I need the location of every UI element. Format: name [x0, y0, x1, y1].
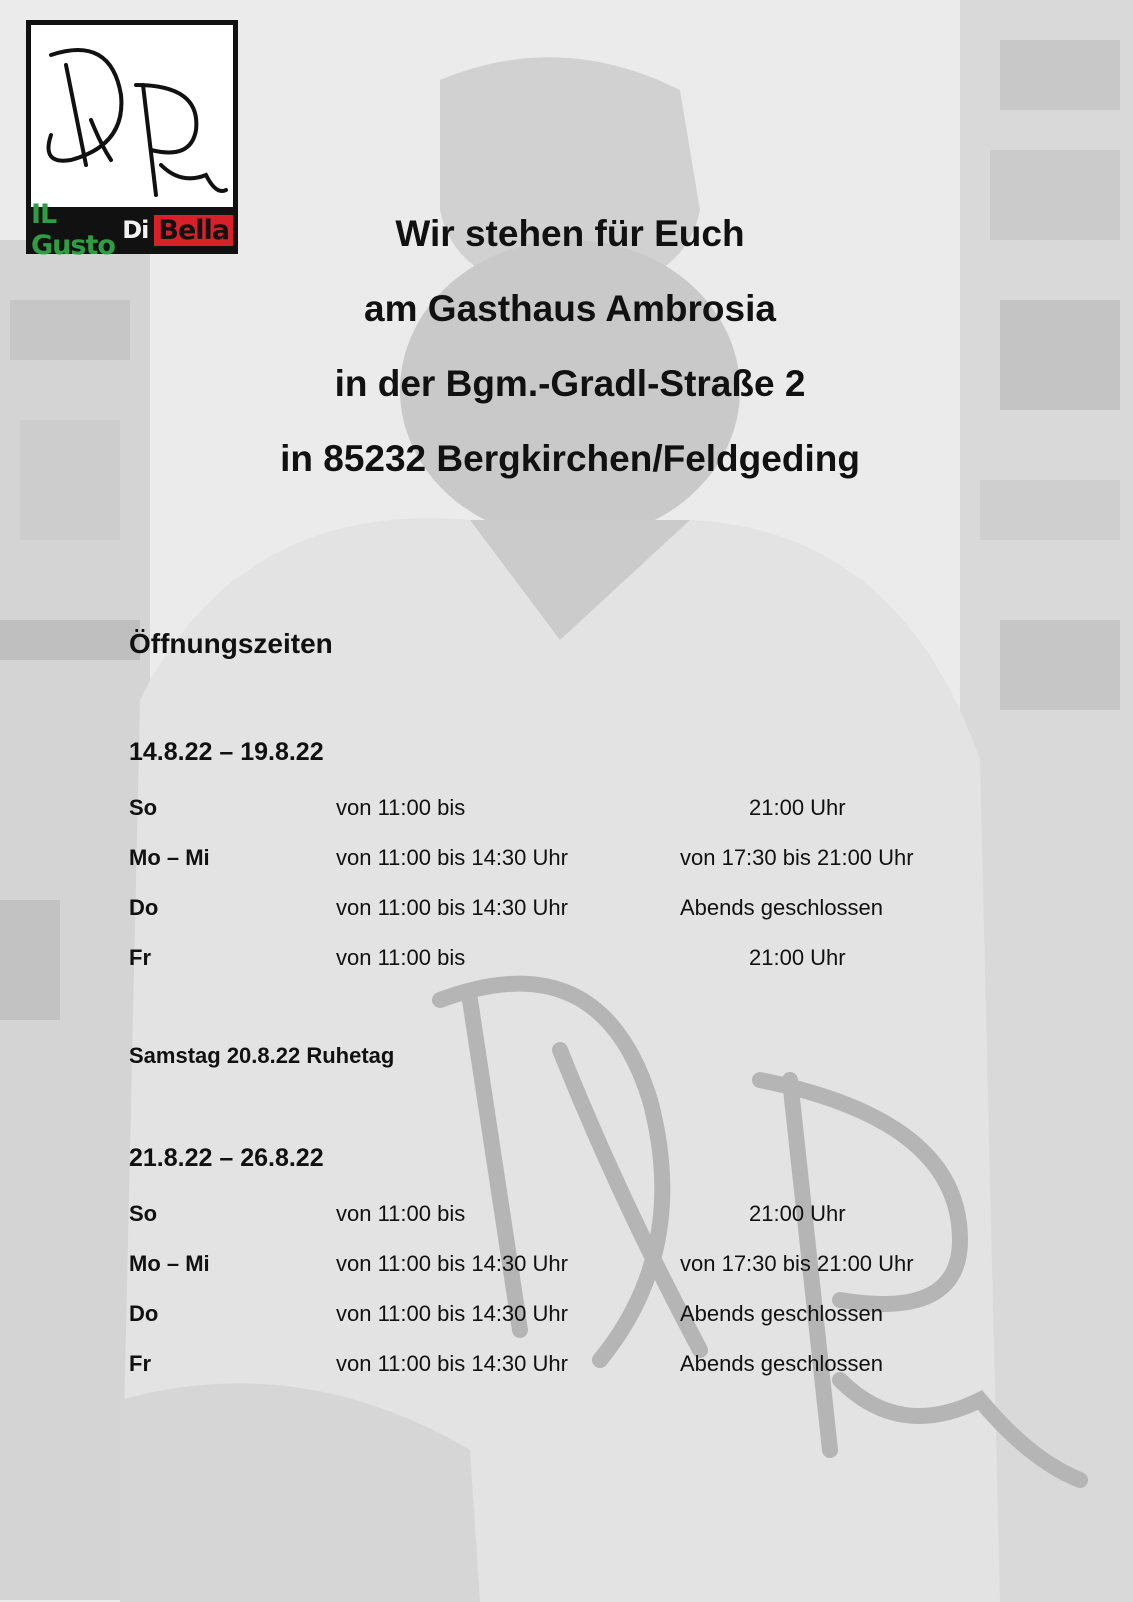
time-evening: Abends geschlossen: [680, 1301, 884, 1326]
heading-line-2: am Gasthaus Ambrosia: [364, 288, 776, 329]
day-label: Mo – Mi: [129, 1251, 210, 1276]
day-label: So: [129, 1201, 158, 1226]
heading-line-3: in der Bgm.-Gradl-Straße 2: [334, 363, 806, 404]
closed-day-note: Samstag 20.8.22 Ruhetag: [129, 1043, 395, 1068]
time-midday: von 11:00 bis: [336, 945, 466, 970]
day-label: Fr: [129, 1351, 151, 1376]
logo-word-2: Di: [122, 216, 149, 244]
period-range-2: 21.8.22 – 26.8.22: [129, 1144, 324, 1172]
logo-signature: [31, 25, 233, 207]
signature-icon: [31, 25, 233, 207]
time-midday: von 11:00 bis: [336, 795, 466, 820]
time-midday: von 11:00 bis: [336, 1201, 466, 1226]
time-evening: von 17:30 bis 21:00 Uhr: [680, 1251, 914, 1276]
time-evening: 21:00 Uhr: [749, 1201, 846, 1226]
time-evening: 21:00 Uhr: [749, 945, 846, 970]
time-midday: von 11:00 bis 14:30 Uhr: [336, 845, 568, 870]
day-label: Do: [129, 895, 159, 920]
time-evening: von 17:30 bis 21:00 Uhr: [680, 845, 914, 870]
time-evening: 21:00 Uhr: [749, 795, 846, 820]
logo-word-1: IL Gusto: [31, 199, 115, 261]
heading-line-4: in 85232 Bergkirchen/Feldgeding: [280, 438, 860, 479]
time-midday: von 11:00 bis 14:30 Uhr: [336, 895, 568, 920]
logo-word-3: Bella: [154, 215, 233, 246]
period-range-1: 14.8.22 – 19.8.22: [129, 738, 324, 766]
day-label: Do: [129, 1301, 159, 1326]
time-midday: von 11:00 bis 14:30 Uhr: [336, 1251, 568, 1276]
time-midday: von 11:00 bis 14:30 Uhr: [336, 1301, 568, 1326]
heading-line-1: Wir stehen für Euch: [395, 213, 745, 254]
time-midday: von 11:00 bis 14:30 Uhr: [336, 1351, 568, 1376]
time-evening: Abends geschlossen: [680, 895, 884, 920]
opening-hours-title: Öffnungszeiten: [129, 628, 333, 659]
day-label: Fr: [129, 945, 151, 970]
time-evening: Abends geschlossen: [680, 1351, 884, 1376]
day-label: So: [129, 795, 158, 820]
day-label: Mo – Mi: [129, 845, 210, 870]
address-heading: [200, 196, 940, 496]
